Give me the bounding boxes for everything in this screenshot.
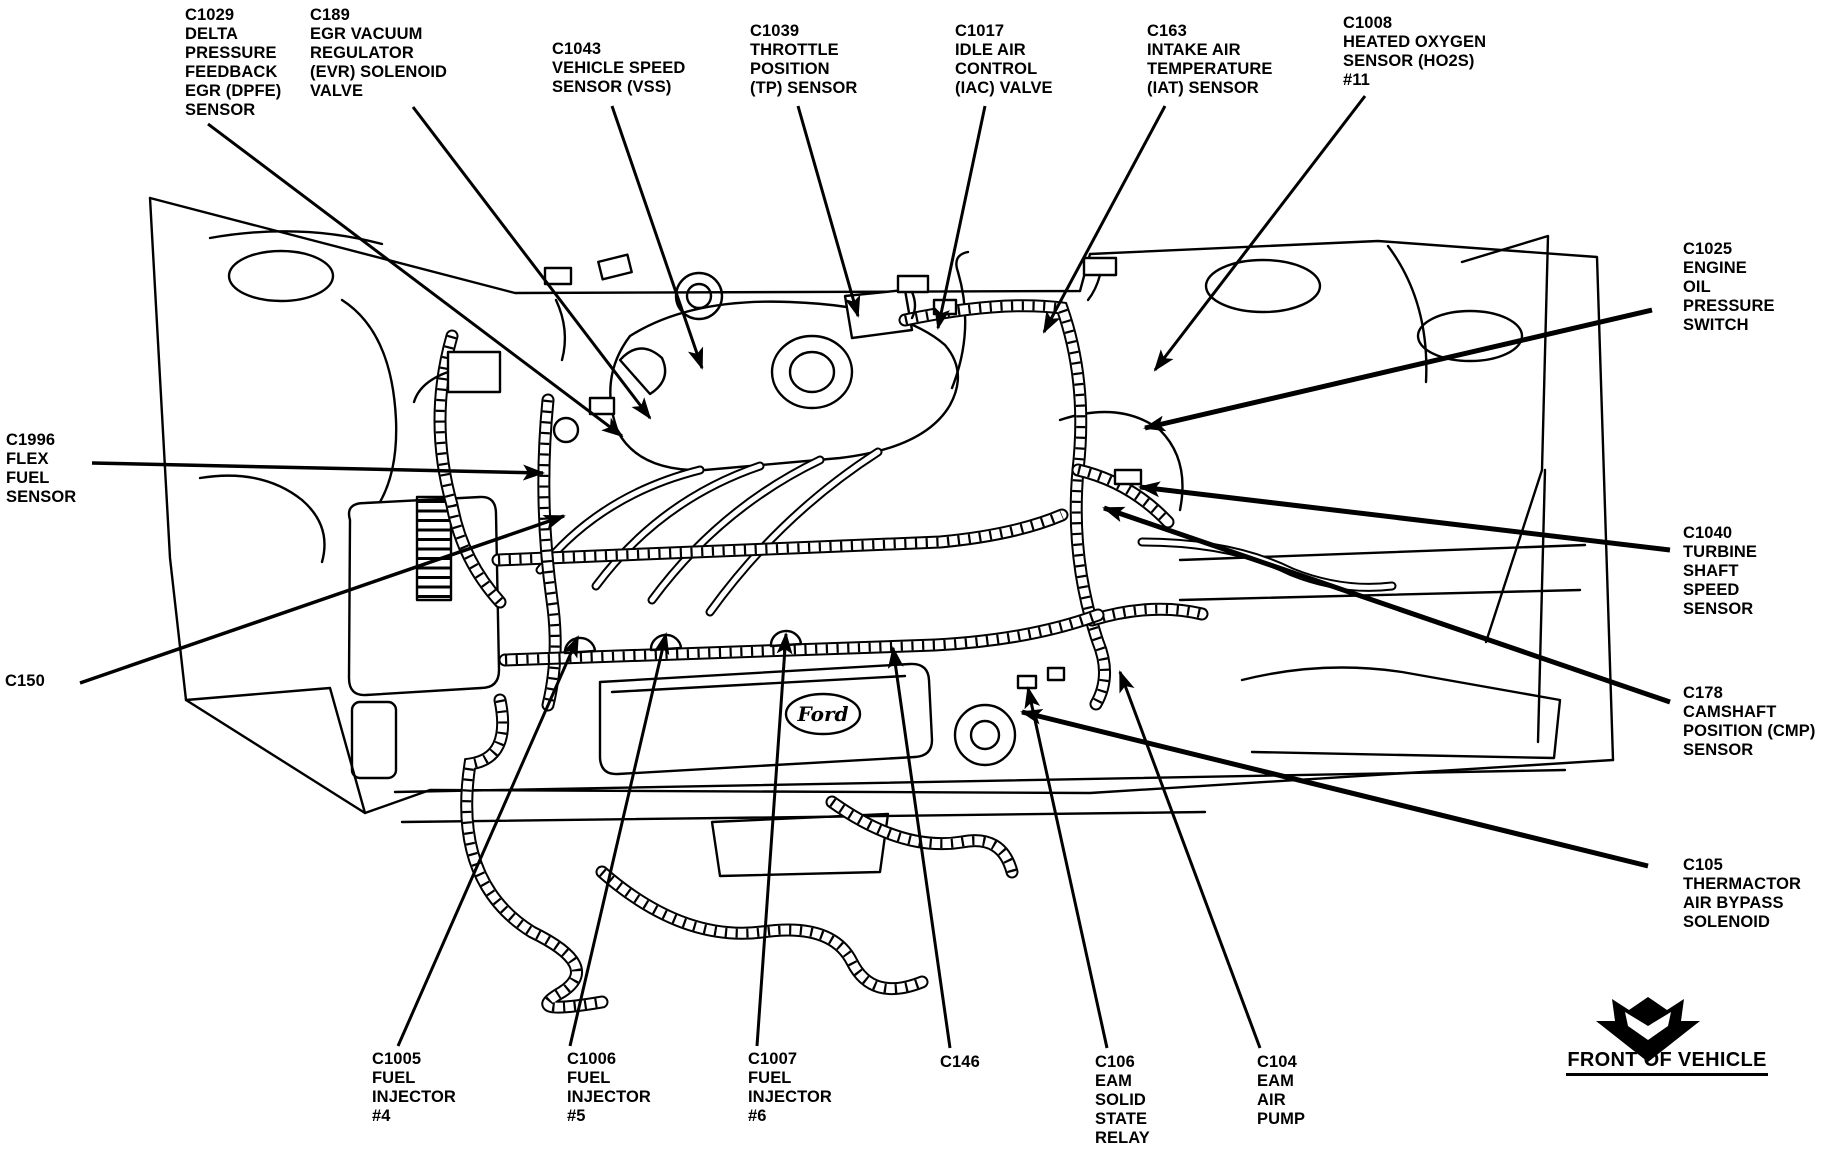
callout-text-line: C178	[1683, 684, 1723, 702]
engine-art-shape	[200, 476, 325, 562]
engine-art-shape	[1242, 668, 1560, 759]
leader-line-C104	[1120, 672, 1260, 1048]
callout-label-C1017	[955, 22, 1053, 98]
callout-text-line: CONTROL	[955, 60, 1038, 78]
callout-text-line: THROTTLE	[750, 41, 839, 59]
leader-line-C105	[1022, 712, 1648, 866]
callout-text-line: SOLID	[1095, 1091, 1146, 1109]
callout-text-line: VEHICLE SPEED	[552, 59, 686, 77]
callout-label-C146	[940, 1053, 980, 1072]
engine-art-shape	[1048, 668, 1064, 680]
engine-art-shape	[955, 705, 1015, 765]
callout-text-line: SOLENOID	[1683, 913, 1770, 931]
engine-art-shape	[1115, 470, 1141, 484]
callout-text-line: C1029	[185, 6, 235, 24]
callout-text-line: INJECTOR	[567, 1088, 651, 1106]
callout-text-line: TEMPERATURE	[1147, 60, 1273, 78]
callout-text-line: C1025	[1683, 240, 1733, 258]
callout-text-line: AIR BYPASS	[1683, 894, 1784, 912]
callout-text-line: #11	[1343, 71, 1370, 89]
callout-text-line: INJECTOR	[372, 1088, 456, 1106]
leader-line-C1025	[1145, 310, 1652, 428]
callout-label-C1043	[552, 40, 685, 97]
callout-text-line: C189	[310, 6, 350, 24]
engine-art-shape	[467, 700, 602, 1007]
callout-text-line: #4	[372, 1107, 391, 1125]
callout-text-line: FEEDBACK	[185, 63, 278, 81]
engine-art-shape	[590, 398, 614, 414]
callout-text-line: RELAY	[1095, 1129, 1150, 1147]
engine-art-shape	[845, 290, 912, 338]
leader-line-C106	[1028, 688, 1107, 1048]
ford-oval-logo: Ford	[797, 702, 849, 726]
valve-cover	[600, 664, 932, 774]
callout-text-line: C1996	[6, 431, 56, 449]
engine-art-shape	[342, 300, 396, 502]
leader-line-C1005	[398, 637, 578, 1046]
callout-text-line: REGULATOR	[310, 44, 414, 62]
callout-text-line: STATE	[1095, 1110, 1148, 1128]
callout-text-line: PRESSURE	[1683, 297, 1775, 315]
callout-label-C1006	[567, 1050, 651, 1126]
callout-text-line: PUMP	[1257, 1110, 1306, 1128]
engine-art-shape	[448, 352, 500, 392]
callout-label-C1040	[1683, 524, 1757, 619]
callout-label-C1039	[750, 22, 857, 98]
engine-art-shape	[687, 284, 711, 308]
callout-text-line: POSITION	[750, 60, 830, 78]
callout-text-line: (IAC) VALVE	[955, 79, 1053, 97]
callout-text-line: FUEL	[372, 1069, 416, 1087]
callout-text-line: C1039	[750, 22, 800, 40]
callout-text-line: FUEL	[6, 469, 50, 487]
engine-art-shape	[467, 700, 602, 1007]
callout-label-C150	[5, 672, 45, 691]
engine-art-shape	[1462, 236, 1548, 642]
callout-text-line: FLEX	[6, 450, 49, 468]
engine-art-shape	[395, 770, 1565, 792]
engine-art-shape	[600, 664, 932, 774]
callout-text-line: #6	[748, 1107, 767, 1125]
callout-text-line: TURBINE	[1683, 543, 1758, 561]
callout-text-line: AIR	[1257, 1091, 1286, 1109]
callout-text-line: INTAKE AIR	[1147, 41, 1241, 59]
callout-text-line: C1040	[1683, 524, 1733, 542]
engine-art-shape	[912, 292, 915, 318]
callout-text-line: (IAT) SENSOR	[1147, 79, 1259, 97]
engine-art-shape	[1206, 260, 1320, 312]
leader-line-C163	[1044, 106, 1165, 332]
callout-label-C105	[1683, 856, 1801, 932]
engine-art-shape	[545, 268, 571, 284]
callout-text-line: C1008	[1343, 14, 1393, 32]
engine-art-shape	[556, 300, 565, 360]
callout-text-line: CAMSHAFT	[1683, 703, 1777, 721]
callout-text-line: C150	[5, 672, 45, 690]
engine-art-shape	[898, 276, 928, 292]
leader-line-C1996	[92, 463, 543, 473]
callout-label-C1007	[748, 1050, 832, 1126]
engine-art-shape	[971, 721, 999, 749]
callout-text-line: C146	[940, 1053, 980, 1071]
engine-art-shape	[1084, 258, 1116, 275]
leader-line-C1008	[1155, 96, 1365, 370]
callout-text-line: #5	[567, 1107, 586, 1125]
callout-text-line: EAM	[1095, 1072, 1132, 1090]
engine-art-shape	[554, 418, 578, 442]
leader-line-C1040	[1140, 487, 1670, 550]
callout-text-line: C163	[1147, 22, 1187, 40]
engine-art-shape	[210, 231, 382, 244]
callout-text-line: OIL	[1683, 278, 1711, 296]
callout-text-line: EGR (DPFE)	[185, 82, 282, 100]
callout-text-line: SENSOR	[185, 101, 256, 119]
callout-text-line: SENSOR	[1683, 600, 1754, 618]
callout-text-line: SENSOR (VSS)	[552, 78, 672, 96]
callout-text-line: C1007	[748, 1050, 798, 1068]
callout-text-line: C104	[1257, 1053, 1297, 1071]
callout-label-C1008	[1343, 14, 1486, 90]
engine-art-shape	[467, 700, 602, 1007]
engine-art-shape	[229, 251, 333, 301]
engine-art-shape	[1538, 470, 1545, 742]
callout-label-C178	[1683, 684, 1815, 760]
callout-text-line: HEATED OXYGEN	[1343, 33, 1487, 51]
callout-text-line: THERMACTOR	[1683, 875, 1802, 893]
engine-art-shape	[352, 702, 396, 778]
callout-text-line: C1043	[552, 40, 602, 58]
callout-text-line: SPEED	[1683, 581, 1740, 599]
engine-art-shape	[565, 638, 595, 653]
callout-label-C1025	[1683, 240, 1775, 335]
callout-label-C1996	[6, 431, 76, 507]
callout-text-line: C106	[1095, 1053, 1135, 1071]
front-of-vehicle-label: FRONT OF VEHICLE	[1566, 1049, 1768, 1076]
engine-art-shape	[1018, 676, 1036, 688]
leader-line-C1017	[938, 106, 985, 328]
intake-runners	[540, 452, 1392, 612]
callout-label-C1005	[372, 1050, 456, 1126]
callout-text-line: PRESSURE	[185, 44, 277, 62]
engine-art-shape	[1088, 275, 1100, 300]
callout-text-line: IDLE AIR	[955, 41, 1026, 59]
callout-label-C163	[1147, 22, 1272, 98]
callout-label-C189	[310, 6, 447, 101]
callout-text-line: SHAFT	[1683, 562, 1739, 580]
callout-text-line: C1006	[567, 1050, 617, 1068]
callout-text-line: INJECTOR	[748, 1088, 832, 1106]
callout-text-line: EGR VACUUM	[310, 25, 423, 43]
callout-label-C1029	[185, 6, 281, 120]
callout-text-line: (TP) SENSOR	[750, 79, 858, 97]
engine-art-shape	[186, 688, 365, 813]
callout-text-line: SENSOR	[1683, 741, 1754, 759]
callout-label-C104	[1257, 1053, 1305, 1129]
callout-text-line: SWITCH	[1683, 316, 1749, 334]
callout-text-line: EAM	[1257, 1072, 1294, 1090]
callout-label-C106	[1095, 1053, 1150, 1148]
callout-text-line: ENGINE	[1683, 259, 1747, 277]
callout-text-line: SENSOR (HO2S)	[1343, 52, 1475, 70]
callout-text-line: C1005	[372, 1050, 422, 1068]
callout-text-line: DELTA	[185, 25, 239, 43]
callout-text-line: SENSOR	[6, 488, 77, 506]
callout-leader-lines	[80, 96, 1670, 1048]
air-cleaner-box	[349, 497, 499, 778]
callout-text-line: VALVE	[310, 82, 364, 100]
leader-line-C1039	[798, 106, 858, 316]
callout-text-line: C105	[1683, 856, 1723, 874]
callout-text-line: POSITION (CMP)	[1683, 722, 1816, 740]
callout-text-line: (EVR) SOLENOID	[310, 63, 448, 81]
callout-text-line: C1017	[955, 22, 1005, 40]
callout-text-line: FUEL	[748, 1069, 792, 1087]
callout-text-line: FUEL	[567, 1069, 611, 1087]
engine-art-shape	[598, 255, 631, 280]
